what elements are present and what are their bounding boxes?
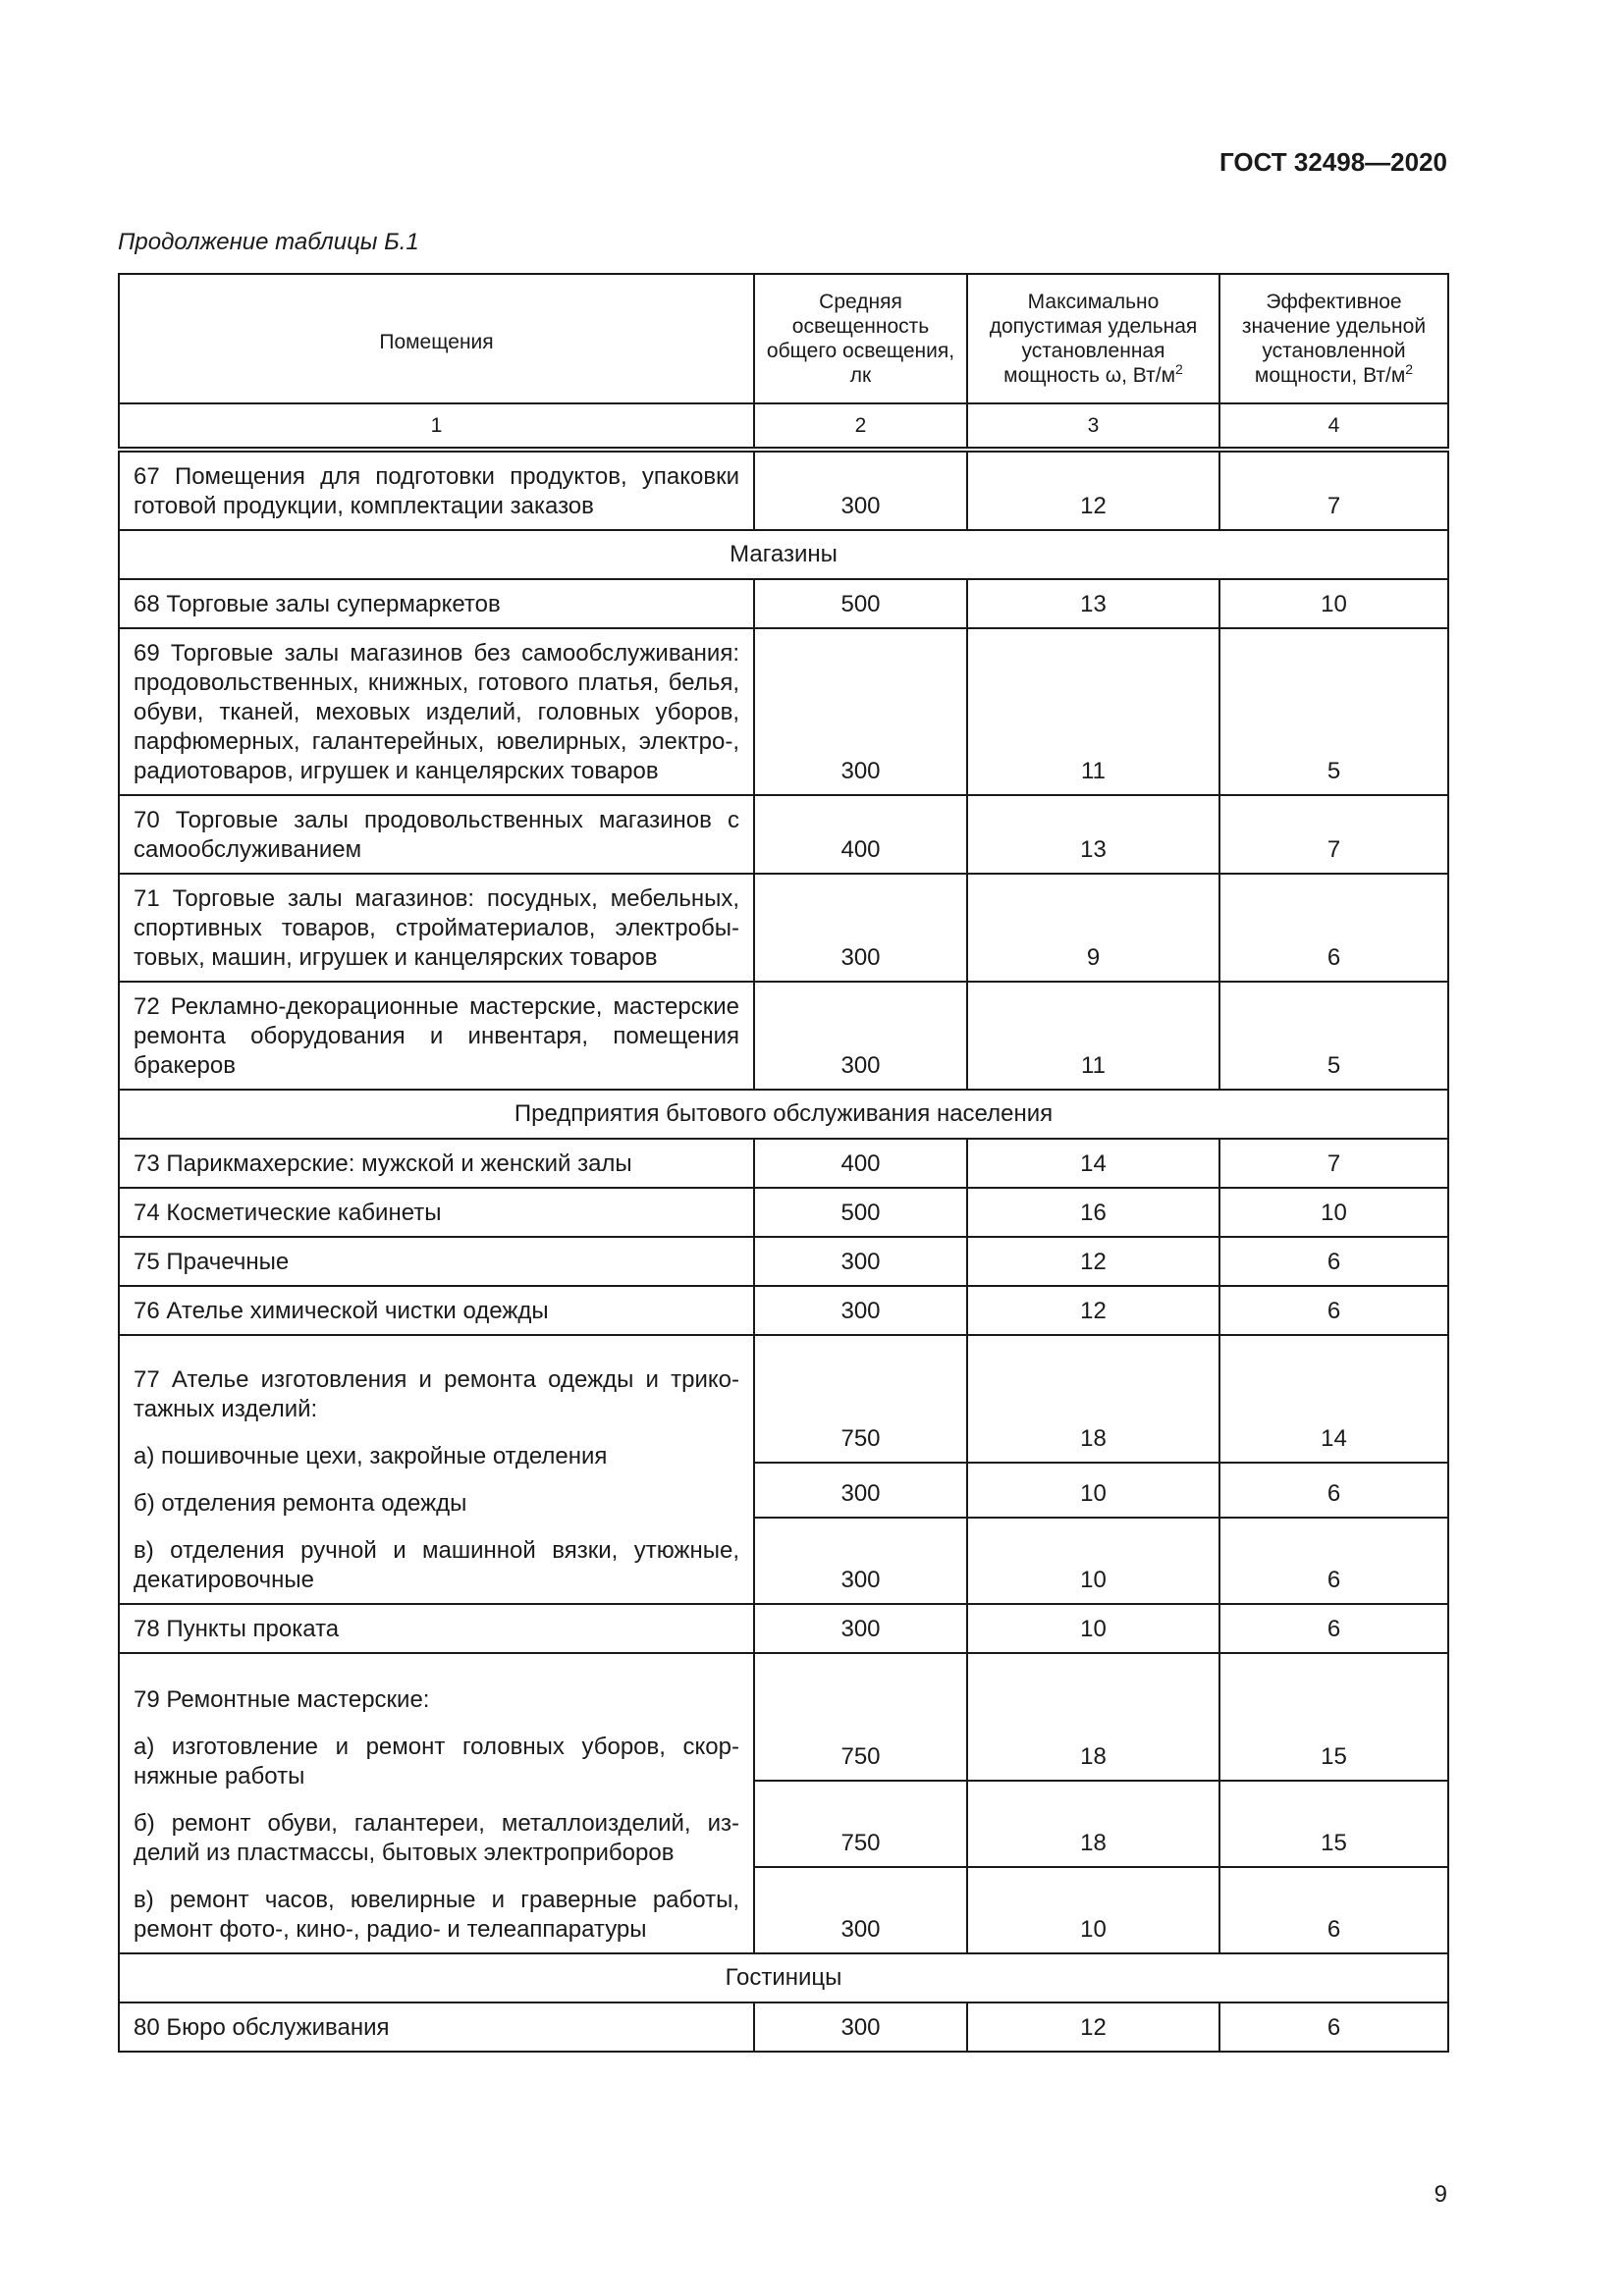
max-power-value: 11 (967, 628, 1219, 795)
illuminance-value: 300 (754, 982, 967, 1090)
table-row (119, 1604, 1448, 1653)
column-number-row (119, 403, 1448, 450)
max-power-value: 14 (967, 1139, 1219, 1188)
effective-power-value: 6 (1219, 1463, 1448, 1518)
illuminance-value: 500 (754, 1188, 967, 1237)
max-power-value: 10 (967, 1867, 1219, 1953)
table-row (119, 1139, 1448, 1188)
illuminance-value: 300 (754, 1518, 967, 1604)
effective-power-value: 5 (1219, 628, 1448, 795)
header-max-power: Максимально допустимая удельная установленная мощность ω, $Вт/м^2$ (967, 274, 1219, 403)
header-effective-power: Эффективное значение удельной установленной мощности, $Вт/м^2$ (1219, 274, 1448, 403)
column-number: 2 (754, 403, 967, 450)
room-name: 80 Бюро обслуживания (119, 2002, 754, 2052)
effective-power-value: 6 (1219, 1604, 1448, 1653)
table-caption: Продолжение таблицы Б.1 (118, 229, 419, 255)
room-name: 75 Прачечные (119, 1237, 754, 1286)
effective-power-value: 7 (1219, 795, 1448, 874)
effective-power-value: 5 (1219, 982, 1448, 1090)
header-illuminance: Средняя освещенность общего освещения, лк (754, 274, 967, 403)
table-row (119, 2002, 1448, 2052)
max-power-value: 11 (967, 982, 1219, 1090)
header-rooms: Помещения (119, 274, 754, 403)
max-power-value: 13 (967, 579, 1219, 628)
room-name: 73 Парикмахерские: мужской и женский залы (119, 1139, 754, 1188)
table-row (119, 1188, 1448, 1237)
effective-power-value: 7 (1219, 450, 1448, 530)
room-name-group (119, 1653, 754, 1953)
max-power-value: 9 (967, 874, 1219, 982)
room-name: 74 Косметические кабинеты (119, 1188, 754, 1237)
section-row (119, 1090, 1448, 1139)
max-power-value: 10 (967, 1463, 1219, 1518)
room-name-group (119, 1335, 754, 1604)
max-power-value: 10 (967, 1604, 1219, 1653)
illuminance-value: 400 (754, 795, 967, 874)
table-header-row (119, 274, 1448, 403)
table-row (119, 1286, 1448, 1335)
section-row (119, 530, 1448, 579)
max-power-value: 18 (967, 1781, 1219, 1867)
room-name: 70 Торговые залы продовольственных магазинов с самообслуживанием (119, 795, 754, 874)
effective-power-value: 6 (1219, 2002, 1448, 2052)
effective-power-value: 10 (1219, 1188, 1448, 1237)
room-subitem: в) ремонт часов, ювелирные и граверные работы, ремонт фото-, кино-, радио- и телеаппаратуры (134, 1887, 739, 1943)
room-subitem: б) отделения ремонта одежды (134, 1490, 467, 1517)
table-row (119, 1335, 1448, 1463)
table-row (119, 628, 1448, 795)
illuminance-value: 300 (754, 1604, 967, 1653)
illuminance-value: 750 (754, 1335, 967, 1463)
illuminance-value: 400 (754, 1139, 967, 1188)
table-row (119, 982, 1448, 1090)
section-title: Магазины (119, 530, 1448, 579)
room-subitem: б) ремонт обуви, галантереи, металлоизделий, изделий из пластмассы, бытовых электроприборов (134, 1810, 739, 1866)
illuminance-value: 300 (754, 1867, 967, 1953)
standard-code: ГОСТ 32498—2020 (1219, 147, 1447, 177)
room-name: 76 Ателье химической чистки одежды (119, 1286, 754, 1335)
column-number: 1 (119, 403, 754, 450)
effective-power-value: 6 (1219, 1867, 1448, 1953)
effective-power-value: 6 (1219, 874, 1448, 982)
section-row (119, 1953, 1448, 2002)
room-subitem: в) отделения ручной и машинной вязки, утюжные, декатировочные (134, 1537, 739, 1593)
room-group-title: 79 Ремонтные мастерские: (134, 1686, 430, 1713)
illuminance-value: 750 (754, 1781, 967, 1867)
illuminance-value: 300 (754, 450, 967, 530)
effective-power-value: 6 (1219, 1237, 1448, 1286)
max-power-value: 12 (967, 2002, 1219, 2052)
max-power-value: 12 (967, 1237, 1219, 1286)
table-row (119, 874, 1448, 982)
effective-power-value: 15 (1219, 1781, 1448, 1867)
max-power-value: 12 (967, 1286, 1219, 1335)
effective-power-value: 6 (1219, 1518, 1448, 1604)
effective-power-value: 14 (1219, 1335, 1448, 1463)
room-name: 72 Рекламно-декорационные мастерские, мастерские ремонта оборудования и инвентаря, помещения бракеров (119, 982, 754, 1090)
table-row (119, 1237, 1448, 1286)
illuminance-value: 750 (754, 1653, 967, 1781)
room-name: 71 Торговые залы магазинов: посудных, мебельных, спортивных товаров, стройматериалов, электробытовых, машин, игрушек и канцелярских товаров (119, 874, 754, 982)
max-power-value: 12 (967, 450, 1219, 530)
page-number: 9 (1434, 2181, 1447, 2208)
effective-power-value: 15 (1219, 1653, 1448, 1781)
room-group-title: 77 Ателье изготовления и ремонта одежды и трикотажных изделий: (134, 1366, 739, 1422)
section-title: Гостиницы (119, 1953, 1448, 2002)
room-name: 68 Торговые залы супермаркетов (119, 579, 754, 628)
room-name: 69 Торговые залы магазинов без самообслуживания: продовольственных, книжных, готового платья, белья, обуви, тканей, меховых изделий, головных уборов, парфюмерных, галантерейных, ювелирных, электро-, радиотоваров, игрушек и канцелярских товаров (119, 628, 754, 795)
effective-power-value: 7 (1219, 1139, 1448, 1188)
illuminance-value: 300 (754, 1286, 967, 1335)
illuminance-value: 300 (754, 1463, 967, 1518)
effective-power-value: 10 (1219, 579, 1448, 628)
norms-table (118, 273, 1449, 2053)
max-power-value: 16 (967, 1188, 1219, 1237)
table-row (119, 1653, 1448, 1781)
max-power-value: 18 (967, 1653, 1219, 1781)
room-name: 78 Пункты проката (119, 1604, 754, 1653)
column-number: 4 (1219, 403, 1448, 450)
section-title: Предприятия бытового обслуживания населения (119, 1090, 1448, 1139)
illuminance-value: 300 (754, 628, 967, 795)
room-subitem: а) пошивочные цехи, закройные отделения (134, 1443, 608, 1469)
max-power-value: 10 (967, 1518, 1219, 1604)
effective-power-value: 6 (1219, 1286, 1448, 1335)
room-subitem: а) изготовление и ремонт головных уборов, скорняжные работы (134, 1734, 739, 1789)
max-power-value: 13 (967, 795, 1219, 874)
illuminance-value: 300 (754, 874, 967, 982)
max-power-value: 18 (967, 1335, 1219, 1463)
column-number: 3 (967, 403, 1219, 450)
table-row (119, 579, 1448, 628)
room-name: 67 Помещения для подготовки продуктов, упаковки готовой продукции, комплектации заказов (119, 450, 754, 530)
illuminance-value: 500 (754, 579, 967, 628)
table-row (119, 795, 1448, 874)
illuminance-value: 300 (754, 1237, 967, 1286)
illuminance-value: 300 (754, 2002, 967, 2052)
table-row (119, 450, 1448, 530)
